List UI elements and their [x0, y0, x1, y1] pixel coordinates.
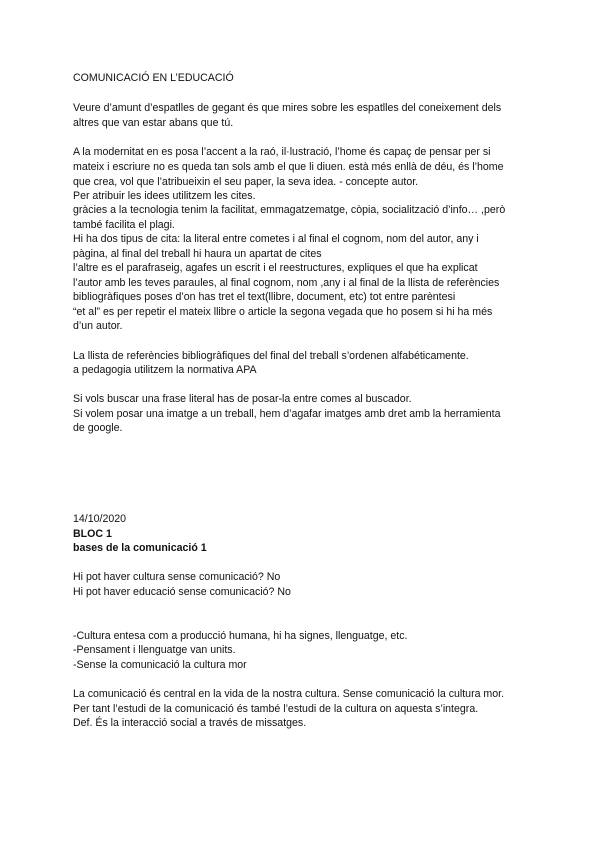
bullet-line: -Pensament i llenguatge van units.: [73, 644, 236, 656]
paragraph-line: l’autor amb les teves paraules, al final cognom, nom ,any i al final de la llista de referències: [73, 277, 500, 289]
bullet-line: -Sense la comunicació la cultura mor: [73, 659, 247, 671]
paragraph-line: pàgina, al final del treball hi haura un apartat de cites: [73, 248, 322, 260]
paragraph-line: l’altre es el parafraseig, agafes un escrit i el reestructures, expliques el que ha explicat: [73, 262, 478, 274]
bullet-line: -Cultura entesa com a producció humana, hi ha signes, llenguatge, etc.: [73, 630, 408, 642]
conclusion-line: Def. És la interacció social a través de missatges.: [73, 717, 307, 729]
paragraph-line: A la modernitat en es posa l’accent a la raó, il·lustració, l’home és capaç de pensar per si: [73, 146, 491, 158]
question-line: Hi pot haver cultura sense comunicació? No: [73, 571, 281, 583]
intro-line: altres que van estar abans que tú.: [73, 117, 234, 129]
paragraph-line: que crea, vol que l’atribueixin el seu paper, la seva idea. - concepte autor.: [73, 176, 419, 188]
paragraph-line: gràcies a la tecnologia tenim la facilitat, emmagatzematge, còpia, socialització d’info… ,però: [73, 204, 506, 216]
question-line: Hi pot haver educació sense comunicació? No: [73, 586, 291, 598]
paragraph-line: La llista de referències bibliogràfiques del final del treball s’ordenen alfabéticamente.: [73, 350, 469, 362]
paragraph-line: de google.: [73, 422, 123, 434]
paragraph-line: d’un autor.: [73, 320, 123, 332]
conclusion-line: La comunicació és central en la vida de la nostra cultura. Sense comunicació la cultura mor.: [73, 688, 505, 700]
paragraph-line: mateix i escriure no es queda tan sols amb el que li diuen. està més enllà de déu, és l’home: [73, 161, 504, 173]
paragraph-line: Per atribuir les idees utilitzem les cites.: [73, 190, 256, 202]
document-title: COMUNICACIÓ EN L’EDUCACIÓ: [73, 72, 234, 84]
paragraph-line: Hi ha dos tipus de cita: la literal entre cometes i al final el cognom, nom del autor, any i: [73, 233, 479, 245]
paragraph-line: Si volem posar una imatge a un treball, hem d’agafar imatges amb dret amb la herramienta: [73, 408, 501, 420]
paragraph-line: a pedagogia utilitzem la normativa APA: [73, 364, 257, 376]
paragraph-line: bibliogràfiques poses d’on has tret el text(llibre, document, etc) tot entre parèntesi: [73, 291, 456, 303]
block-subtitle: bases de la comunicació 1: [73, 542, 207, 554]
paragraph-line: “et al” es per repetir el mateix llibre o article la segona vegada que ho posem si hi ha més: [73, 306, 493, 318]
block-label: BLOC 1: [73, 528, 112, 540]
intro-line: Veure d’amunt d’espatlles de gegant és que mires sobre les espatlles del coneixement dels: [73, 102, 502, 114]
paragraph-line: també facilita el plagi.: [73, 219, 175, 231]
conclusion-line: Per tant l’estudi de la comunicació és també l’estudi de la cultura on aquesta s’integra.: [73, 703, 479, 715]
paragraph-line: Si vols buscar una frase literal has de posar-la entre comes al buscador.: [73, 393, 412, 405]
date-label: 14/10/2020: [73, 513, 127, 525]
